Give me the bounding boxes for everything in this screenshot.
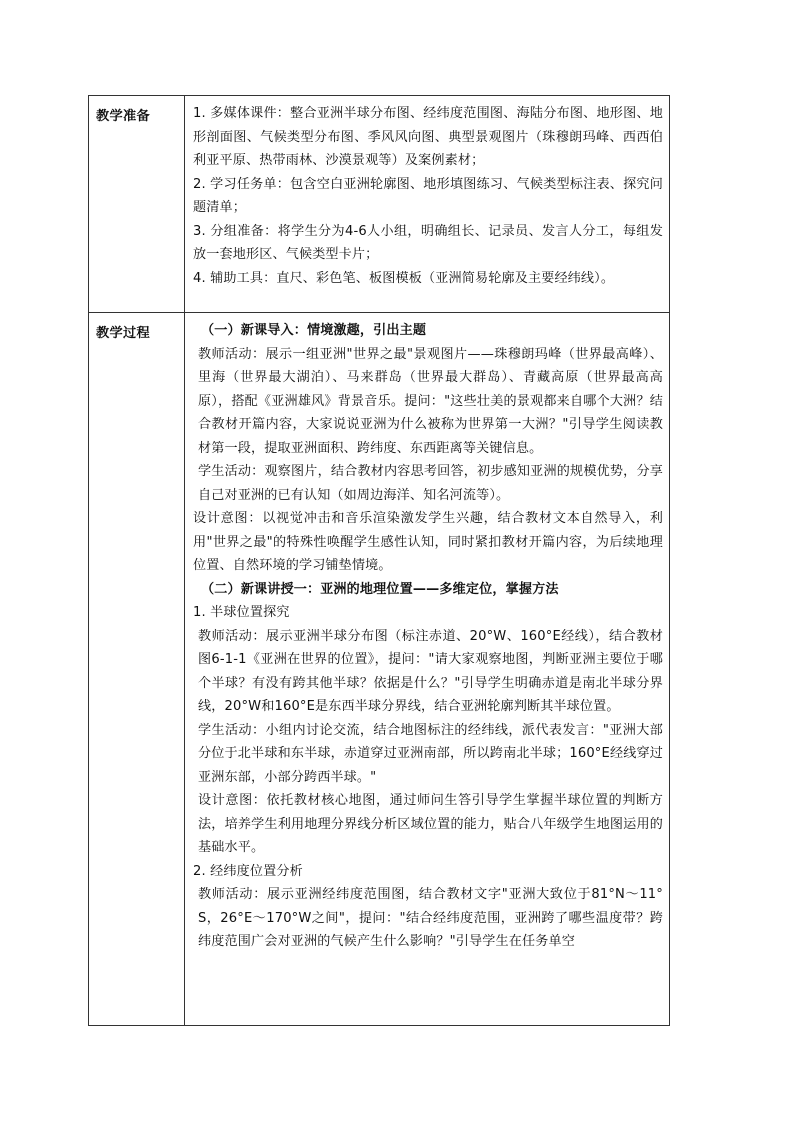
subheading: 2. 经纬度位置分析 bbox=[193, 863, 303, 879]
paragraph: 教师活动：展示亚洲半球分布图（标注赤道、20°W、160°E经线），结合教材图6-1-1《亚洲在世界的位置》，提问："请大家观察地图，判断亚洲主要位于哪个半球？有没有跨其他半球？依据是什么？"引导学生明确赤道是南北半球分界线，20°W和160°E是东西半球分界线，结合亚洲轮廓判断其半球位置。 bbox=[198, 628, 663, 714]
paragraph: 4. 辅助工具：直尺、彩色笔、板图模板（亚洲简易轮廓及主要经纬线）。 bbox=[193, 270, 615, 286]
paragraph: 1. 多媒体课件：整合亚洲半球分布图、经纬度范围图、海陆分布图、地形图、地形剖面图、气候类型分布图、季风风向图、典型景观图片（珠穆朗玛峰、西西伯利亚平原、热带雨林、沙漠景观等）及案例素材； bbox=[193, 106, 663, 168]
paragraph: 教师活动：展示亚洲经纬度范围图，结合教材文字"亚洲大致位于81°N～11°S，26°E～170°W之间"，提问："结合经纬度范围，亚洲跨了哪些温度带？跨纬度范围广会对亚洲的气候产生什么影响？"引导学生在任务单空 bbox=[198, 887, 663, 949]
subheading: 1. 半球位置探究 bbox=[193, 605, 290, 620]
paragraph: 3. 分组准备：将学生分为4-6人小组，明确组长、记录员、发言人分工，每组发放一套地形区、气候类型卡片； bbox=[193, 223, 663, 262]
lesson-plan-table bbox=[88, 95, 670, 1026]
paragraph: 学生活动：小组内讨论交流，结合地图标注的经纬线，派代表发言："亚洲大部分位于北半球和东半球，赤道穿过亚洲南部，所以跨南北半球；160°E经线穿过亚洲东部，小部分跨西半球。" bbox=[198, 722, 663, 785]
paragraph: 设计意图：依托教材核心地图，通过师问生答引导学生掌握半球位置的判断方法，培养学生利用地理分界线分析区域位置的能力，贴合八年级学生地图运用的基础水平。 bbox=[198, 793, 663, 855]
table-row-preparation bbox=[89, 96, 670, 313]
section-heading: （二）新课讲授一：亚洲的地理位置——多维定位，掌握方法 bbox=[201, 581, 559, 597]
section-heading: （一）新课导入：情境激趣，引出主题 bbox=[201, 323, 427, 338]
paragraph: 教师活动：展示一组亚洲"世界之最"景观图片——珠穆朗玛峰（世界最高峰）、里海（世界最大湖泊）、马来群岛（世界最大群岛）、青藏高原（世界最高高原），搭配《亚洲雄风》背景音乐。提问："这些壮美的景观都来自哪个大洲？结合教材开篇内容，大家说说亚洲为什么被称为世界第一大洲？"引导学生阅读教材第一段，提取亚洲面积、跨纬度、东西距离等关键信息。 bbox=[198, 346, 663, 456]
table-row-process bbox=[89, 313, 670, 1026]
paragraph: 学生活动：观察图片，结合教材内容思考回答，初步感知亚洲的规模优势，分享自己对亚洲的已有认知（如周边海洋、知名河流等）。 bbox=[198, 464, 663, 503]
paragraph: 设计意图：以视觉冲击和音乐渲染激发学生兴趣，结合教材文本自然导入，利用"世界之最"的特殊性唤醒学生感性认知，同时紧扣教材开篇内容，为后续地理位置、自然环境的学习铺垫情境。 bbox=[193, 511, 663, 573]
paragraph: 2. 学习任务单：包含空白亚洲轮廓图、地形填图练习、气候类型标注表、探究问题清单； bbox=[193, 176, 663, 215]
row-label: 教学过程 bbox=[89, 313, 185, 1026]
row-content bbox=[185, 313, 670, 1026]
row-label: 教学准备 bbox=[89, 96, 185, 313]
row-content bbox=[185, 96, 670, 313]
